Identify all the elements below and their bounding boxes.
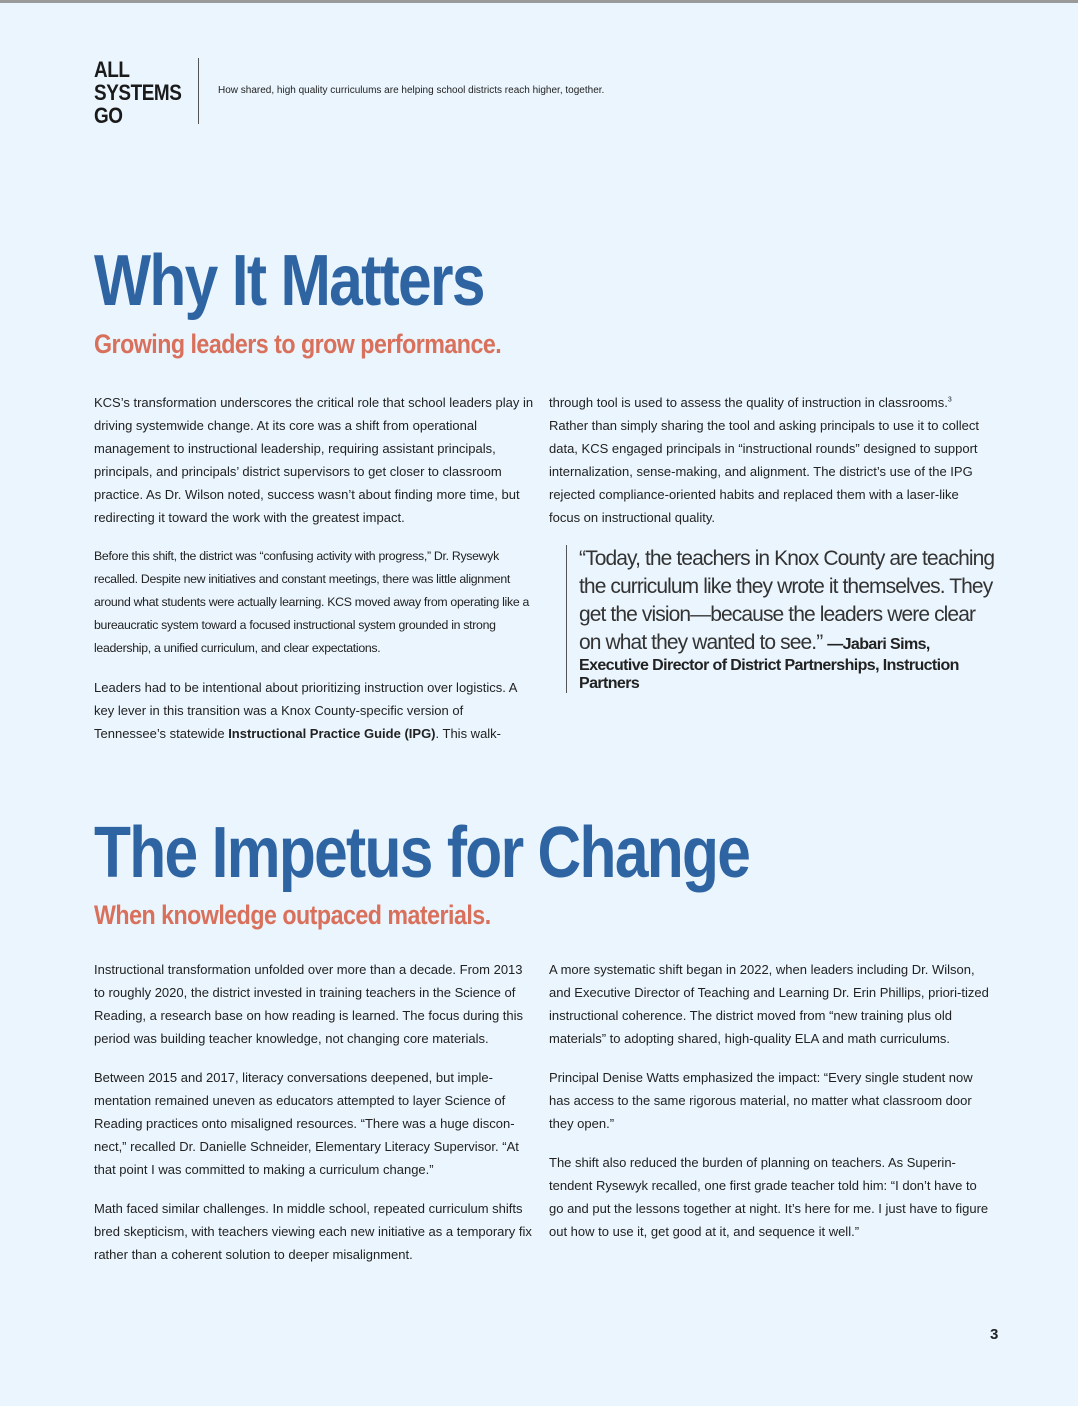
body-paragraph [94, 676, 534, 745]
logo-line: SYSTEMS [94, 80, 182, 105]
quote-attribution: —Jabari Sims, Executive Director of District Partnerships, Instruction Partners [579, 636, 959, 692]
section-subtitle-growing-leaders: Growing leaders to grow performance. [94, 329, 502, 359]
body-text: through tool is used to assess the quality of instruction in classrooms. [549, 395, 948, 410]
header-tagline: How shared, high quality curriculums are helping school districts reach higher, together. [218, 85, 605, 96]
body-paragraph: Between 2015 and 2017, literacy conversations deepened, but imple-mentation remained uneven as educators attempted to layer Science of Reading practices onto misaligned resources. “There was a huge discon-nect,” recalled Dr. Danielle Schneider, Elementary Literacy Supervisor. “At that point I was committed to making a curriculum change.” [94, 1070, 519, 1177]
body-paragraph: KCS’s transformation underscores the critical role that school leaders play in driving systemwide change. At its core was a shift from operational management to instructional leadership, requiring assistant principals, principals, and principals’ district supervisors to get closer to classroom practice. As Dr. Wilson noted, success wasn’t about finding more time, but redirecting it toward the work with the greatest impact. [94, 395, 534, 525]
body-paragraph: Instructional transformation unfolded over more than a decade. From 2013 to roughly 2020, the district invested in training teachers in the Science of Reading, a research base on how reading is learned. The focus during this period was building teacher knowledge, not changing core materials. [94, 962, 524, 1046]
body-text: Leaders had to be intentional about prioritizing instruction over logistics. A key lever in this transition was a Knox County-specific version of Tennessee’s statewide [94, 680, 517, 741]
body-paragraph: Principal Denise Watts emphasized the impact: “Every single student now has access to the same rigorous material, no matter what classroom door they open.” [549, 1070, 973, 1131]
body-text: . This walk- [435, 726, 502, 741]
footnote-ref: 3 [947, 396, 952, 404]
header-divider [198, 58, 199, 124]
body-paragraph: Before this shift, the district was “confusing activity with progress,” Dr. Rysewyk recalled. Despite new initiatives and constant meetings, there was little alignment around what students were actually learning. KCS moved away from operating like a bureaucratic system toward a focused instructional system grounded in strong leadership, a unified curriculum, and clear expectations. [94, 549, 530, 655]
top-border [0, 0, 1078, 3]
logo-line: GO [94, 103, 123, 128]
body-paragraph: A more systematic shift began in 2022, when leaders including Dr. Wilson, and Executive Director of Teaching and Learning Dr. Erin Phillips, priori-tized instructional coherence. The district moved from “new training plus old materials” to adopting shared, high-quality ELA and math curriculums. [549, 962, 989, 1046]
pull-quote [566, 545, 999, 693]
section2-right-column [549, 958, 991, 1259]
logo-line: ALL [94, 57, 130, 82]
body-text: Rather than simply sharing the tool and asking principals to use it to collect data, KCS engaged principals in “instructional rounds” designed to support internalization, sense-making, and alignment. The district’s use of the IPG rejected compliance-oriented habits and replaced them with a laser-like focus on instructional quality. [549, 418, 979, 525]
body-paragraph [549, 391, 991, 529]
section2-left-column [94, 958, 534, 1282]
all-systems-go-logo [94, 58, 181, 127]
section-title-why-it-matters: Why It Matters [94, 241, 484, 321]
quote-text: “Today, the teachers in Knox County are teaching the curriculum like they wrote it themselves. They get the vision—because the leaders were clear on what they wanted to see.” [579, 547, 995, 654]
section-subtitle-knowledge-outpaced: When knowledge outpaced materials. [94, 900, 491, 930]
body-paragraph: The shift also reduced the burden of planning on teachers. As Superin-tendent Rysewyk recalled, one first grade teacher told him: “I don’t have to go and put the lessons together at night. It’s here for me. I just have to figure out how to use it, get good at it, and sequence it well.” [549, 1155, 989, 1239]
page-number: 3 [990, 1326, 999, 1343]
section1-left-column [94, 391, 534, 761]
ipg-term: Instructional Practice Guide (IPG) [228, 726, 436, 741]
section1-right-column [549, 391, 991, 545]
body-paragraph: Math faced similar challenges. In middle school, repeated curriculum shifts bred skepticism, with teachers viewing each new initiative as a temporary fix rather than a coherent solution to deeper misalignment. [94, 1201, 532, 1262]
section-title-impetus-for-change: The Impetus for Change [94, 813, 750, 893]
